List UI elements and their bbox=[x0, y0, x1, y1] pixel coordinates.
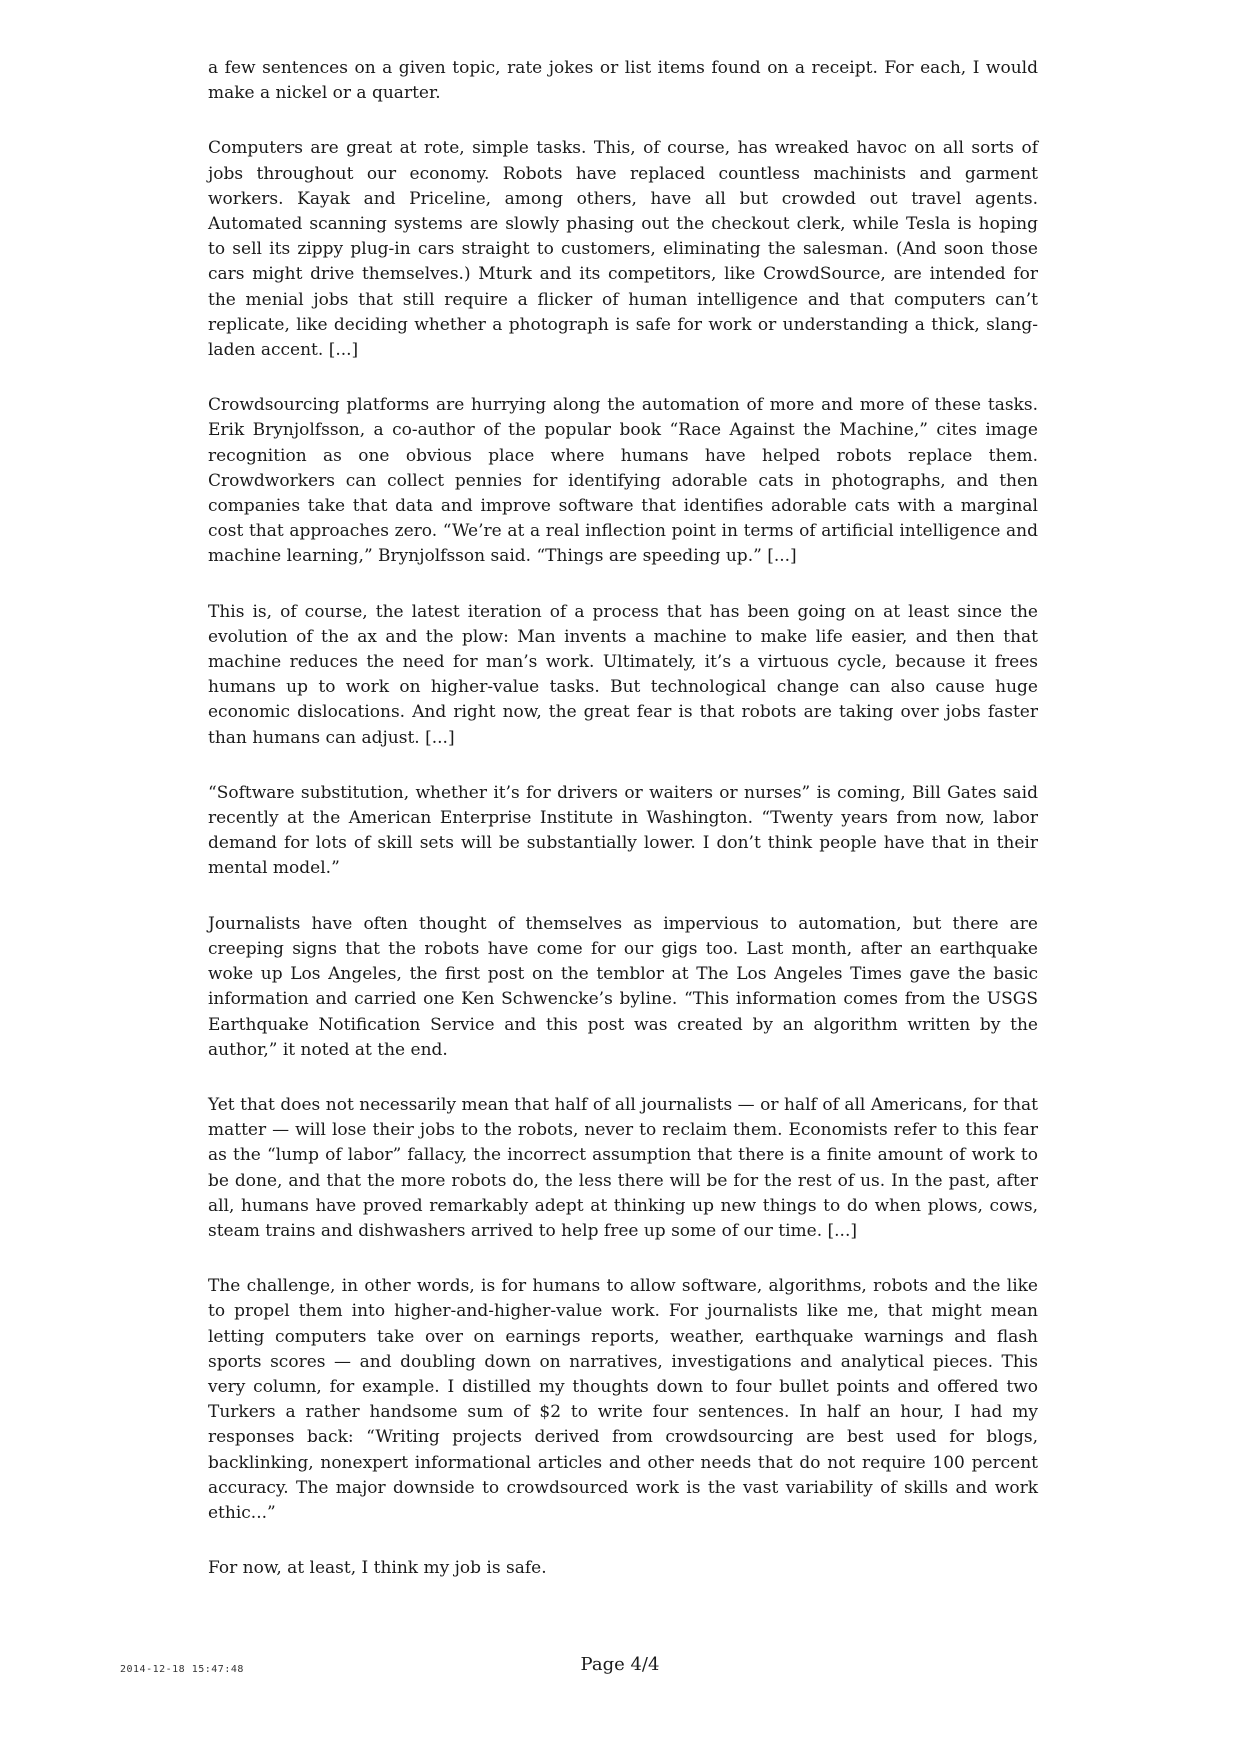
paragraph-4: This is, of course, the latest iteration of a process that has been going on at least since the evolution of the ax and the plow: Man invents a machine to make life easier, and then that machine reduces the need for man’s work. Ultimately, it’s a virtuous cycle, because it frees humans up to work on higher-value tasks. But technological change can also cause huge economic dislocations. And right now, the great fear is that robots are taking over jobs faster than humans can adjust. [...] bbox=[208, 601, 1038, 748]
paragraph-7: Yet that does not necessarily mean that half of all journalists — or half of all Americans, for that matter — will lose their jobs to the robots, never to reclaim them. Economists refer to this fear as the “lump of labor” fallacy, the incorrect assumption that there is a finite amount of work to be done, and that the more robots do, the less there will be for the rest of us. In the past, after all, humans have proved remarkably adept at thinking up new things to do when plows, cows, steam trains and dishwashers arrived to help free up some of our time. [...] bbox=[208, 1094, 1038, 1241]
print-timestamp: 2014-12-18 15:47:48 bbox=[120, 1664, 244, 1675]
paragraph-9: For now, at least, I think my job is safe. bbox=[208, 1558, 547, 1579]
article-body bbox=[208, 56, 1038, 1611]
paragraph-1: a few sentences on a given topic, rate jokes or list items found on a receipt. For each, I would make a nickel or a quarter. bbox=[208, 58, 1038, 104]
page-number: Page 4/4 bbox=[580, 1654, 660, 1675]
paragraph-3: Crowdsourcing platforms are hurrying along the automation of more and more of these tasks. Erik Brynjolfsson, a co-author of the popular book “Race Against the Machine,” cites image recognition as one obvious place where humans have helped robots replace them. Crowdworkers can collect pennies for identifying adorable cats in photographs, and then companies take that data and improve software that identifies adorable cats with a marginal cost that approaches zero. “We’re at a real inflection point in terms of artificial intelligence and machine learning,” Brynjolfsson said. “Things are speeding up.” [...] bbox=[208, 395, 1038, 567]
paragraph-2: Computers are great at rote, simple tasks. This, of course, has wreaked havoc on all sorts of jobs throughout our economy. Robots have replaced countless machinists and garment workers. Kayak and Priceline, among others, have all but crowded out travel agents. Automated scanning systems are slowly phasing out the checkout clerk, while Tesla is hoping to sell its zippy plug-in cars straight to customers, eliminating the salesman. (And soon those cars might drive themselves.) Mturk and its competitors, like CrowdSource, are intended for the menial jobs that still require a flicker of human intelligence and that computers can’t replicate, like deciding whether a photograph is safe for work or understanding a thick, slang-laden accent. [...] bbox=[208, 138, 1038, 361]
paragraph-5: “Software substitution, whether it’s for drivers or waiters or nurses” is coming, Bill Gates said recently at the American Enterprise Institute in Washington. “Twenty years from now, labor demand for lots of skill sets will be substantially lower. I don’t think people have that in their mental model.” bbox=[208, 782, 1038, 879]
paragraph-6: Journalists have often thought of themselves as impervious to automation, but there are creeping signs that the robots have come for our gigs too. Last month, after an earthquake woke up Los Angeles, the first post on the temblor at The Los Angeles Times gave the basic information and carried one Ken Schwencke’s byline. “This information comes from the USGS Earthquake Notification Service and this post was created by an algorithm written by the author,” it noted at the end. bbox=[208, 913, 1038, 1060]
paragraph-8: The challenge, in other words, is for humans to allow software, algorithms, robots and the like to propel them into higher-and-higher-value work. For journalists like me, that might mean letting computers take over on earnings reports, weather, earthquake warnings and flash sports scores — and doubling down on narratives, investigations and analytical pieces. This very column, for example. I distilled my thoughts down to four bullet points and offered two Turkers a rather handsome sum of $2 to write four sentences. In half an hour, I had my responses back: “Writing projects derived from crowdsourcing are best used for blogs, backlinking, nonexpert informational articles and other needs that do not require 100 percent accuracy. The major downside to crowdsourced work is the vast variability of skills and work ethic...” bbox=[208, 1276, 1038, 1523]
